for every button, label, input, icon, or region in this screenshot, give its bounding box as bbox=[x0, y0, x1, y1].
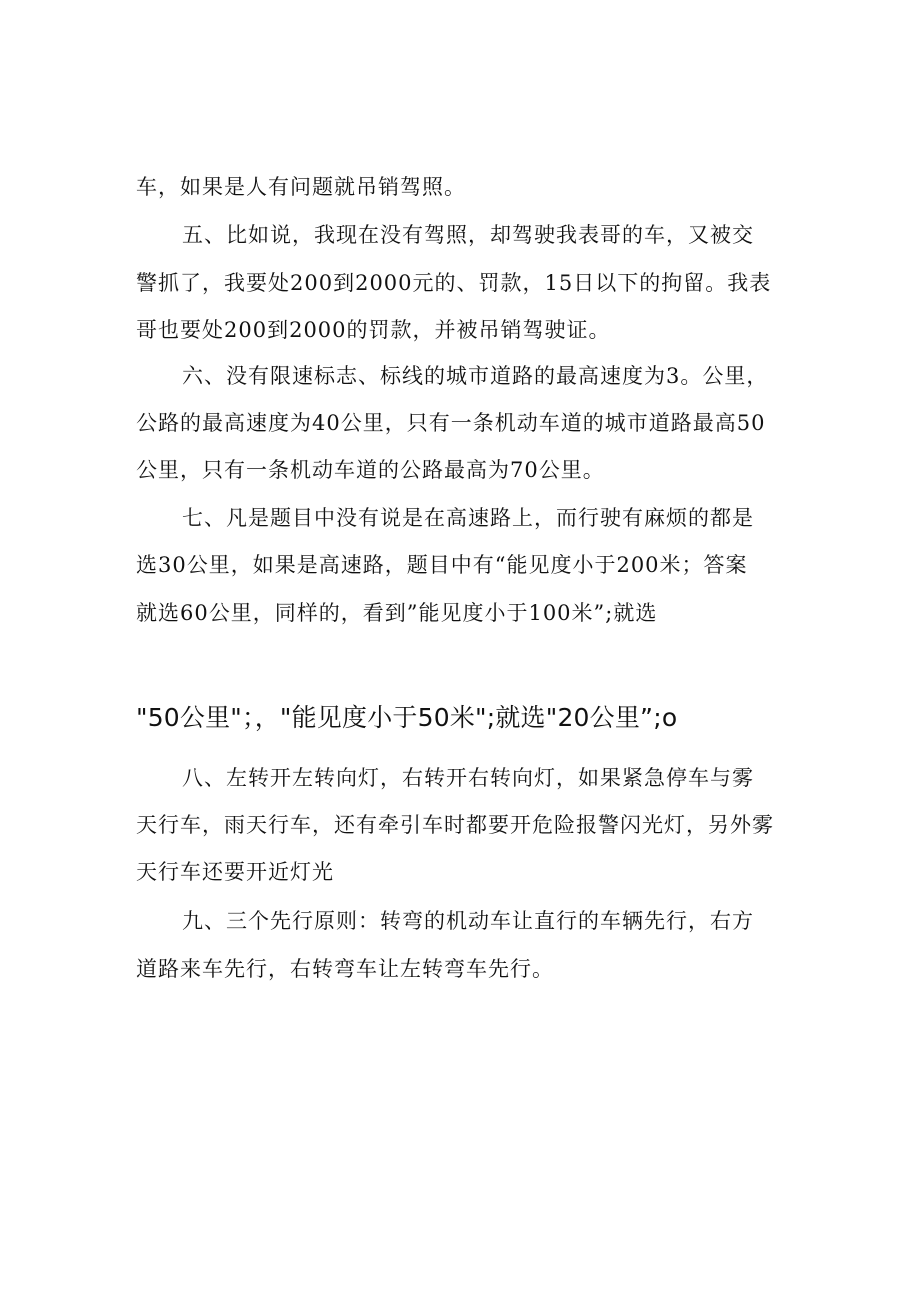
emphasized-text-line: "50公里"；，"能见度小于50米";就选"20公里”;o bbox=[136, 703, 678, 732]
text-line: 就选60公里，同样的，看到”能见度小于100米”;就选 bbox=[136, 601, 658, 625]
text-line: 六、没有限速标志、标线的城市道路的最高速度为3。公里， bbox=[182, 364, 769, 388]
text-line: 五、比如说，我现在没有驾照，却驾驶我表哥的车，又被交 bbox=[182, 223, 754, 247]
text-line: 车，如果是人有问题就吊销驾照。 bbox=[136, 175, 466, 199]
text-line: 道路来车先行，右转弯车让左转弯车先行。 bbox=[136, 957, 554, 981]
text-line: 公里，只有一条机动车道的公路最高为70公里。 bbox=[136, 458, 605, 482]
text-line: 公路的最高速度为40公里，只有一条机动车道的城市道路最高50 bbox=[136, 411, 766, 435]
text-line: 警抓了，我要处200到2000元的、罚款，15日以下的拘留。我表 bbox=[136, 271, 772, 295]
text-line: 七、凡是题目中没有说是在高速路上，而行驶有麻烦的都是 bbox=[182, 506, 754, 530]
text-line: 九、三个先行原则：转弯的机动车让直行的车辆先行，右方 bbox=[182, 909, 754, 933]
text-line: 选30公里，如果是高速路，题目中有“能见度小于200米；答案 bbox=[136, 553, 748, 577]
text-line: 哥也要处200到2000的罚款，并被吊销驾驶证。 bbox=[136, 318, 611, 342]
text-line: 天行车，雨天行车，还有牵引车时都要开危险报警闪光灯，另外雾 bbox=[136, 813, 774, 837]
text-line: 八、左转开左转向灯，右转开右转向灯，如果紧急停车与雾 bbox=[182, 766, 754, 790]
text-line: 天行车还要开近灯光 bbox=[136, 860, 334, 884]
